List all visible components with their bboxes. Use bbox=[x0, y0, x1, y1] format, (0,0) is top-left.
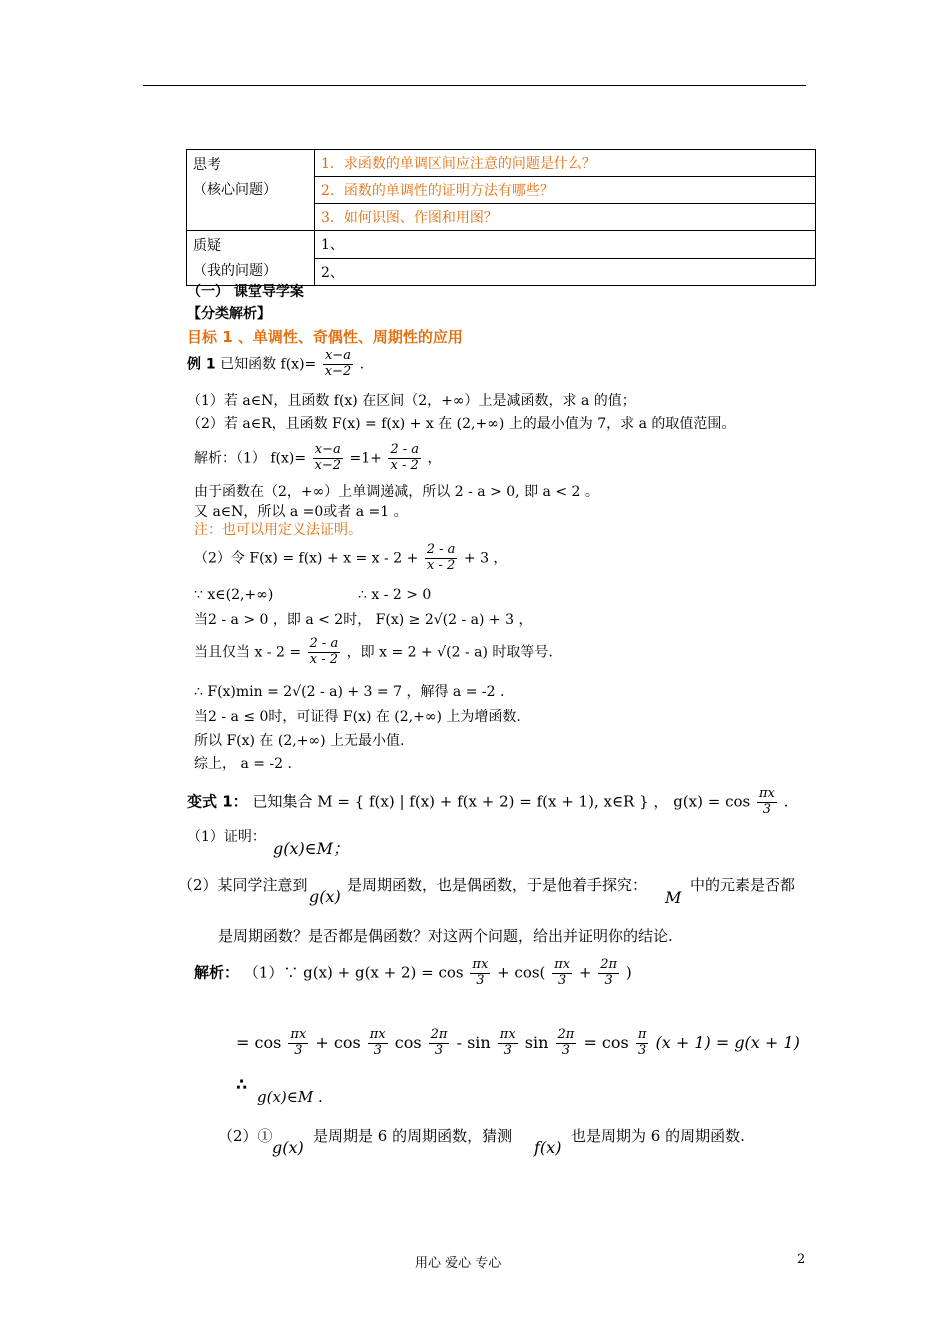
frac-denominator: x - 2 bbox=[390, 457, 419, 473]
frac-denominator: x - 2 bbox=[309, 651, 338, 667]
sol2-l2-frac-6 bbox=[636, 1028, 649, 1059]
example-label: 例 1 bbox=[187, 356, 216, 373]
sol2-l2-end: (x + 1) = g(x + 1) bbox=[655, 1032, 800, 1052]
frac-numerator: 2π bbox=[557, 1027, 575, 1042]
doubt-label: 质疑 bbox=[193, 238, 221, 254]
variant-part-2-end: 中的元素是否都 bbox=[690, 876, 796, 894]
sol2-l2-e: sin bbox=[524, 1032, 549, 1052]
solution-step-10: 所以 F(x) 在 (2,+∞) 上无最小值. bbox=[194, 733, 405, 749]
variant-part-2-mid: 是周期函数，也是偶函数，于是他着手探究： bbox=[347, 876, 648, 894]
solution-2-label: 解析： bbox=[194, 963, 240, 982]
sol-step4-pre: （2）令 F(x) = f(x) + x = x - 2 + bbox=[194, 550, 419, 567]
doubt-item-2: 2、 bbox=[315, 258, 816, 286]
solution-step-7 bbox=[194, 637, 553, 668]
solution-step-9: 当2 - a ≤ 0时，可证得 F(x) 在 (2,+∞) 上为增函数. bbox=[194, 709, 521, 725]
frac-numerator: 2 - a bbox=[390, 442, 420, 457]
sol-fraction-1 bbox=[313, 443, 344, 474]
sol2-l2-frac-1 bbox=[288, 1028, 308, 1059]
frac-numerator: πx bbox=[758, 786, 775, 801]
frac-numerator: πx bbox=[499, 1027, 516, 1042]
frac-numerator: πx bbox=[472, 957, 489, 972]
sol2-frac-b bbox=[552, 958, 572, 989]
sol2-line1-end: ) bbox=[625, 963, 632, 982]
therefore-symbol: ∴ bbox=[236, 1075, 248, 1094]
solution-step-1 bbox=[194, 443, 441, 474]
solution-2-line-3: g(x)∈M . bbox=[257, 1088, 323, 1106]
variant-1-stem bbox=[187, 787, 788, 818]
sol2-l2-b: + cos bbox=[315, 1032, 361, 1052]
sol-step1-end: ， bbox=[427, 450, 442, 467]
frac-denominator: x - 2 bbox=[426, 557, 456, 573]
think-question-2: 2．函数的单调性的证明方法有哪些？ bbox=[315, 177, 816, 204]
sol-step1-pre: 解析：（1） f(x)= bbox=[194, 450, 307, 467]
variant-label: 变式 1： bbox=[187, 792, 248, 811]
frac-numerator: 2π bbox=[600, 957, 618, 972]
frac-denominator: 3 bbox=[503, 1042, 512, 1058]
page-number: 2 bbox=[797, 1252, 806, 1267]
example-1-part-1: （1）若 a∈N，且函数 f(x) 在区间（2，+∞）上是减函数，求 a 的值； bbox=[187, 393, 636, 409]
variant-part-1-label: （1）证明： bbox=[187, 829, 266, 845]
sol2-l2-frac-3 bbox=[429, 1028, 450, 1059]
sol2-line1-plus: + bbox=[578, 963, 592, 982]
solution-step-6: 当2 - a > 0 ，即 a < 2时， F(x) ≥ 2√(2 - a) + 3 ， bbox=[194, 612, 533, 628]
solution-2-line-4-f: f(x) bbox=[534, 1138, 562, 1157]
frac-numerator: 2 - a bbox=[426, 542, 456, 557]
sol2-line1-mid: + cos( bbox=[497, 963, 546, 982]
sol2-frac-c bbox=[598, 958, 619, 989]
frac-denominator: x−2 bbox=[324, 363, 352, 379]
solution-2-line-1 bbox=[194, 958, 632, 989]
variant-end: . bbox=[783, 792, 789, 811]
sol2-l2-a: = cos bbox=[236, 1032, 282, 1052]
variant-part-2-pre: （2）某同学注意到 bbox=[178, 876, 308, 894]
example-1-stem bbox=[187, 349, 364, 380]
variant-stem-text: 已知集合 M = { f(x) | f(x) + f(x + 2) = f(x + 1), x∈R } ， g(x) = cos bbox=[252, 792, 751, 811]
frac-denominator: 3 bbox=[558, 972, 567, 988]
variant-part-1-math: g(x)∈M； bbox=[273, 839, 349, 858]
solution-step-3: 又 a∈N，所以 a =0或者 a =1 。 bbox=[194, 504, 408, 520]
solution-2-line-2 bbox=[236, 1028, 800, 1059]
sol2-l2-c: cos bbox=[394, 1032, 422, 1052]
sol-fraction-4 bbox=[308, 637, 341, 668]
frac-denominator: 3 bbox=[762, 801, 772, 817]
sol2-l2-f: = cos bbox=[583, 1032, 629, 1052]
frac-numerator: x−a bbox=[313, 443, 344, 459]
solution-2-line-4-mid: 是周期是 6 的周期函数，猜测 bbox=[313, 1127, 513, 1145]
sol-step1-mid: =1+ bbox=[349, 450, 382, 467]
header-rule bbox=[143, 85, 806, 86]
frac-denominator: 3 bbox=[294, 1042, 303, 1058]
think-question-3: 3．如何识图、作图和用图？ bbox=[315, 204, 816, 231]
frac-denominator: 3 bbox=[561, 1042, 571, 1058]
solution-2-line-4-end: 也是周期为 6 的周期函数. bbox=[571, 1127, 745, 1145]
sol2-line1-pre: （1）∵ g(x) + g(x + 2) = cos bbox=[243, 963, 464, 982]
frac-numerator: πx bbox=[554, 957, 571, 972]
frac-denominator: 3 bbox=[373, 1042, 382, 1058]
solution-step-8: ∴ F(x)min = 2√(2 - a) + 3 = 7 ，解得 a = -2 . bbox=[194, 684, 505, 700]
frac-numerator: 2π bbox=[430, 1027, 448, 1042]
sol-fraction-2 bbox=[388, 443, 421, 474]
sol-step7-end: ，即 x = 2 + √(2 - a) 时取等号. bbox=[346, 644, 553, 661]
frac-numerator: 2 - a bbox=[309, 636, 339, 651]
frac-denominator: x−2 bbox=[314, 457, 342, 473]
think-label-cell bbox=[187, 150, 315, 231]
frac-numerator: x−a bbox=[323, 349, 354, 365]
goal-heading: 目标 1 、单调性、奇偶性、周期性的应用 bbox=[187, 328, 463, 346]
sol2-l2-frac-5 bbox=[556, 1028, 577, 1059]
frac-denominator: 3 bbox=[637, 1042, 647, 1058]
frac-denominator: 3 bbox=[476, 972, 485, 988]
sol2-l2-d: - sin bbox=[456, 1032, 491, 1052]
frac-denominator: 3 bbox=[434, 1042, 444, 1058]
doubt-item-1: 1、 bbox=[315, 231, 816, 259]
sol2-l2-frac-2 bbox=[368, 1028, 388, 1059]
sol2-frac-a bbox=[470, 958, 490, 989]
think-sublabel: （核心问题） bbox=[193, 182, 277, 198]
solution-step-2: 由于函数在（2，+∞）上单调递减，所以 2 - a > 0, 即 a < 2 。 bbox=[194, 484, 599, 500]
think-label: 思考 bbox=[193, 157, 221, 173]
footer-slogan: 用心 爱心 专心 bbox=[415, 1256, 502, 1271]
frac-numerator: πx bbox=[290, 1027, 307, 1042]
doubt-sublabel: （我的问题） bbox=[193, 263, 277, 279]
core-question-table bbox=[186, 149, 816, 286]
solution-note: 注：也可以用定义法证明。 bbox=[194, 522, 362, 538]
sol2-l2-frac-4 bbox=[498, 1028, 518, 1059]
doubt-label-cell bbox=[187, 231, 315, 286]
variant-part-2-line-2: 是周期函数？是否都是偶函数？对这两个问题，给出并证明你的结论. bbox=[218, 927, 673, 945]
solution-step-11: 综上， a = -2 . bbox=[194, 756, 292, 772]
solution-2-line-4-pre: （2）① bbox=[218, 1127, 273, 1145]
frac-numerator: πx bbox=[369, 1027, 386, 1042]
sol-step4-end: + 3 ， bbox=[463, 550, 508, 567]
solution-step-5b: ∴ x - 2 > 0 bbox=[358, 587, 432, 603]
frac-denominator: 3 bbox=[604, 972, 613, 988]
sol-fraction-3 bbox=[425, 543, 458, 574]
sol-step7-pre: 当且仅当 x - 2 = bbox=[194, 644, 302, 661]
solution-step-5a: ∵ x∈(2,+∞) bbox=[194, 587, 274, 603]
subsection-heading: 【分类解析】 bbox=[187, 306, 271, 322]
frac-numerator: π bbox=[637, 1027, 647, 1042]
example-stem-text: 已知函数 f(x)= bbox=[220, 356, 317, 373]
solution-step-4 bbox=[194, 543, 507, 574]
section-heading: （一） 课堂导学案 bbox=[187, 284, 304, 300]
variant-part-2-m: M bbox=[665, 888, 682, 907]
variant-fraction bbox=[757, 787, 777, 818]
variant-part-2-g: g(x) bbox=[309, 887, 341, 906]
solution-2-line-4-g: g(x) bbox=[272, 1138, 304, 1157]
example-fraction bbox=[323, 349, 354, 380]
example-end: . bbox=[359, 356, 365, 373]
example-1-part-2: （2）若 a∈R，且函数 F(x) = f(x) + x 在 (2,+∞) 上的最小值为 7，求 a 的取值范围。 bbox=[187, 416, 736, 432]
think-question-1: 1．求函数的单调区间应注意的问题是什么？ bbox=[315, 150, 816, 177]
